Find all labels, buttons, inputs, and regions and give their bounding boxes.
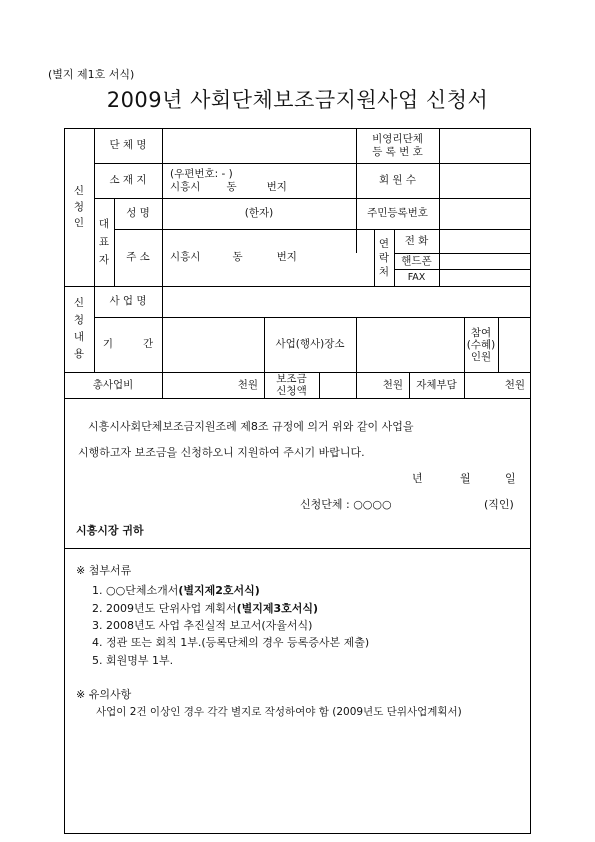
nonprofit-reg-label: 비영리단체 등 록 번 호 (372, 132, 423, 158)
request-section-label: 신청내용 (73, 297, 85, 360)
attachment-item: 2. 2009년도 단위사업 계획서(별지제3호서식) (92, 602, 319, 615)
date-day: 일 (505, 472, 516, 485)
attachment-item: 5. 회원명부 1부. (92, 654, 174, 667)
attachment-item: 1. ○○단체소개서(별지제2호서식) (92, 584, 260, 597)
phone-field[interactable] (439, 229, 531, 253)
subsidy-label: 보조금 신청액 (276, 373, 307, 397)
rep-name-label: 성 명 (126, 207, 150, 219)
address-label: 소 재 지 (109, 174, 147, 186)
participants-label: 참여(수혜)인원 (466, 326, 496, 363)
subsidy-field[interactable]: 천원 (382, 378, 403, 391)
self-burden-field[interactable]: 천원 (504, 378, 525, 391)
self-burden-label: 자체부담 (416, 378, 457, 391)
seal-mark: (직인) (484, 498, 514, 511)
period-field[interactable] (162, 317, 264, 372)
form-number-label: (별지 제1호 서식) (48, 68, 135, 81)
project-name-label: 사 업 명 (109, 295, 147, 307)
application-table (64, 128, 531, 398)
org-name-label: 단 체 명 (109, 139, 147, 151)
resident-number-label: 주민등록번호 (367, 207, 428, 219)
venue-label: 사업(행사)장소 (275, 338, 345, 350)
project-name-field[interactable] (162, 286, 531, 317)
statement-line-2: 시행하고자 보조금을 신청하오니 지원하여 주시기 바랍니다. (78, 446, 365, 459)
mobile-field[interactable] (439, 253, 531, 269)
participants-field[interactable] (499, 317, 531, 372)
date-month: 월 (460, 472, 471, 485)
mobile-label: 핸드폰 (401, 254, 432, 267)
resident-number-field[interactable] (439, 198, 531, 229)
addressee: 시흥시장 귀하 (76, 524, 144, 537)
applicant-organization: 신청단체 : ○○○○ (300, 498, 392, 511)
contact-label: 연락처 (378, 237, 390, 278)
rep-address-label: 주 소 (126, 251, 150, 263)
org-name-field[interactable] (162, 128, 356, 163)
members-field[interactable] (439, 163, 531, 198)
total-cost-field[interactable]: 천원 (237, 378, 258, 391)
attachments-heading: ※ 첨부서류 (76, 564, 132, 577)
attachment-item: 4. 정관 또는 회칙 1부.(등록단체의 경우 등록증사본 제출) (92, 636, 370, 649)
nonprofit-reg-field[interactable] (439, 128, 531, 163)
date-year: 년 (412, 472, 423, 485)
representative-label: 대표자 (98, 218, 110, 266)
venue-field[interactable] (356, 317, 464, 372)
members-label: 회 원 수 (378, 174, 417, 186)
rep-address-field[interactable]: 시흥시 동 번지 (170, 251, 297, 263)
rep-name-field[interactable]: (한자) (244, 207, 274, 219)
document-title: 2009년 사회단체보조금지원사업 신청서 (106, 88, 489, 112)
phone-label: 전 화 (404, 234, 429, 247)
fax-field[interactable] (439, 269, 531, 286)
statement-line-1: 시흥시사회단체보조금지원조례 제8조 규정에 의거 위와 같이 사업을 (88, 420, 414, 433)
applicant-section-label: 신청인 (73, 185, 85, 229)
fax-label: FAX (407, 272, 426, 283)
period-label: 기 간 (102, 338, 154, 350)
attachment-item: 3. 2008년도 사업 추진실적 보고서(자율서식) (92, 619, 313, 632)
address-field[interactable]: (우편번호: - ) 시흥시 동 번지 (170, 167, 287, 193)
divider (64, 548, 531, 549)
notes-heading: ※ 유의사항 (76, 688, 132, 701)
total-cost-label: 총사업비 (92, 378, 134, 391)
notes-text: 사업이 2건 이상인 경우 각각 별지로 작성하여야 함 (2009년도 단위사업계획서) (96, 706, 462, 718)
